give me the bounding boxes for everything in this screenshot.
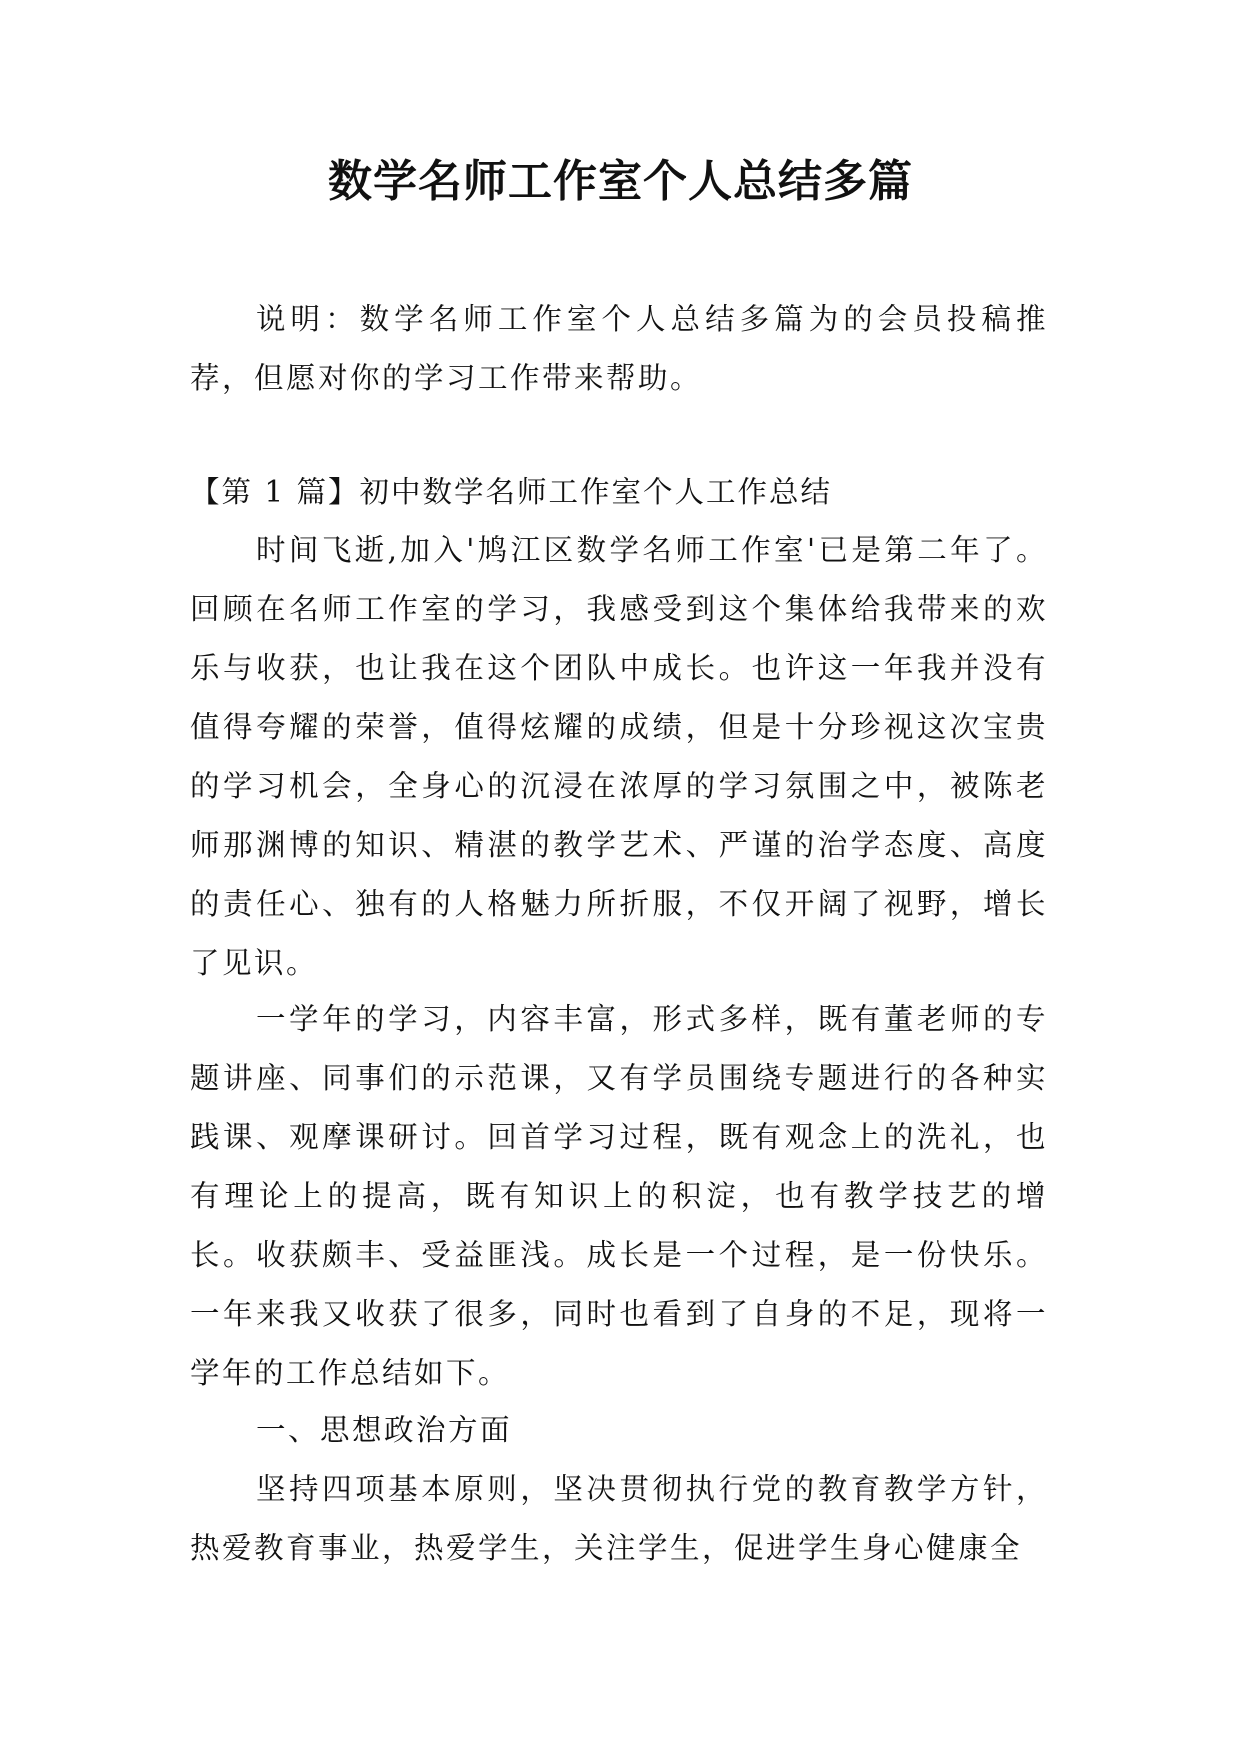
section-heading: 一、思想政治方面 [256,1413,513,1447]
body-paragraph: 坚持四项基本原则，坚决贯彻执行党的教育教学方针，热爱教育事业，热爱学生，关注学生，促进学生身心健康全 [190,1472,1048,1565]
body-paragraph: 时间飞逝,加入'鸠江区数学名师工作室'已是第二年了。回顾在名师工作室的学习，我感受到这个集体给我带来的欢乐与收获，也让我在这个团队中成长。也许这一年我并没有值得夸耀的荣誉，值得炫耀的成绩，但是十分珍视这次宝贵的学习机会，全身心的沉浸在浓厚的学习氛围之中，被陈老师那渊博的知识、精湛的教学艺术、严谨的治学态度、高度的责任心、独有的人格魅力所折服，不仅开阔了视野，增长了见识。 [190,533,1048,980]
body-paragraph: 一学年的学习，内容丰富，形式多样，既有董老师的专题讲座、同事们的示范课，又有学员围绕专题进行的各种实践课、观摩课研讨。回首学习过程，既有观念上的洗礼，也有理论上的提高，既有知识上的积淀，也有教学技艺的增长。收获颇丰、受益匪浅。成长是一个过程，是一份快乐。一年来我又收获了很多，同时也看到了自身的不足，现将一学年的工作总结如下。 [190,1002,1048,1390]
article-heading: 【第 1 篇】初中数学名师工作室个人工作总结 [190,475,833,509]
document-title: 数学名师工作室个人总结多篇 [328,156,913,207]
intro-paragraph: 说明：数学名师工作室个人总结多篇为的会员投稿推荐，但愿对你的学习工作带来帮助。 [190,302,1048,395]
